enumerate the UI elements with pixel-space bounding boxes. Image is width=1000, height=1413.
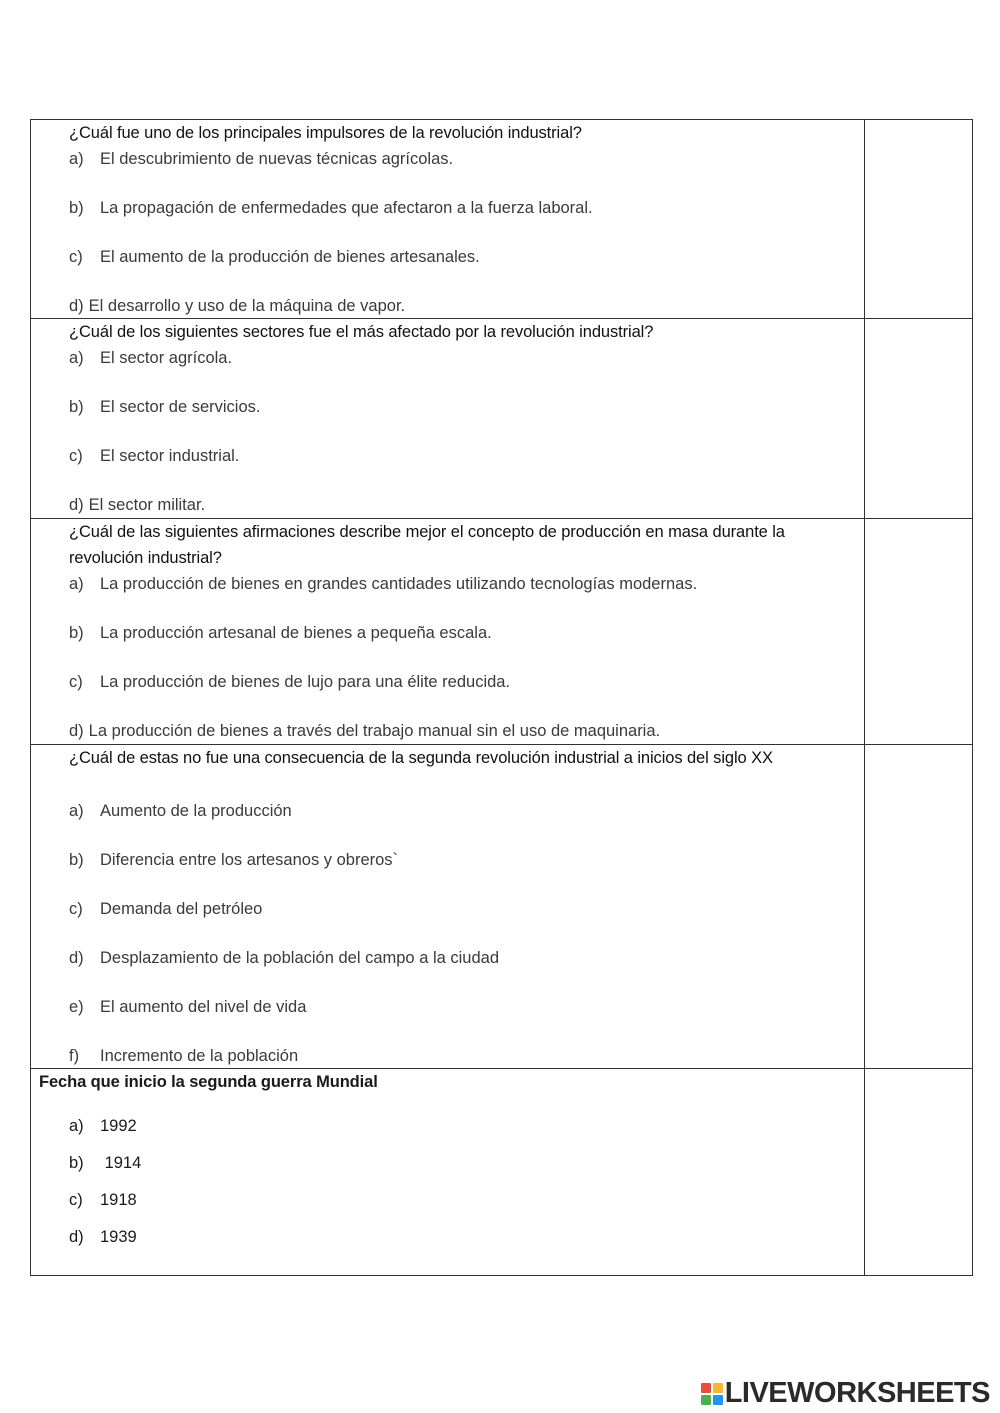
option[interactable] bbox=[69, 996, 306, 1018]
logo-square bbox=[713, 1395, 723, 1405]
option-text: La producción de bienes a través del trabajo manual sin el uso de maquinaria. bbox=[88, 722, 661, 740]
answer-cell[interactable] bbox=[865, 120, 973, 319]
option[interactable] bbox=[69, 1152, 141, 1174]
option-label: b) bbox=[69, 624, 84, 642]
option-label: c) bbox=[69, 248, 83, 266]
option-label: d) bbox=[69, 496, 84, 514]
liveworksheets-grid-icon bbox=[701, 1383, 723, 1405]
option[interactable] bbox=[69, 800, 292, 822]
logo-square bbox=[701, 1383, 711, 1393]
option-label: c) bbox=[69, 1191, 83, 1209]
option-text: El aumento del nivel de vida bbox=[100, 998, 307, 1016]
option-label: c) bbox=[69, 673, 83, 691]
option[interactable] bbox=[69, 1226, 137, 1248]
option-label: c) bbox=[69, 447, 83, 465]
option-label: b) bbox=[69, 199, 84, 217]
question-cell bbox=[31, 120, 865, 319]
answer-cell[interactable] bbox=[865, 1069, 973, 1276]
option[interactable] bbox=[69, 947, 499, 969]
option-text: 1939 bbox=[100, 1228, 137, 1246]
answer-cell[interactable] bbox=[865, 745, 973, 1069]
option[interactable] bbox=[69, 1045, 298, 1067]
option-label: a) bbox=[69, 150, 84, 168]
option-text: El sector industrial. bbox=[100, 447, 240, 465]
logo-text: LIVEWORKSHEETS bbox=[724, 1376, 990, 1409]
question-row bbox=[31, 745, 973, 1069]
question-row bbox=[31, 319, 973, 519]
option-text: El aumento de la producción de bienes artesanales. bbox=[100, 248, 480, 266]
option-label: f) bbox=[69, 1047, 80, 1065]
question-cell bbox=[31, 1069, 865, 1276]
option[interactable] bbox=[69, 1115, 137, 1137]
option-label: e) bbox=[69, 998, 84, 1016]
option[interactable] bbox=[69, 148, 453, 170]
option[interactable] bbox=[69, 849, 398, 871]
question-text: ¿Cuál fue uno de los principales impulsores de la revolución industrial? bbox=[69, 124, 582, 142]
option-text: Demanda del petróleo bbox=[100, 900, 263, 918]
option[interactable] bbox=[69, 197, 593, 219]
option[interactable] bbox=[69, 347, 232, 369]
option-label: b) bbox=[69, 398, 84, 416]
option-label: a) bbox=[69, 1117, 84, 1135]
option-label: a) bbox=[69, 575, 84, 593]
option-text: El descubrimiento de nuevas técnicas agrícolas. bbox=[100, 150, 454, 168]
question-row bbox=[31, 1069, 973, 1276]
option[interactable] bbox=[69, 720, 660, 742]
question-row bbox=[31, 120, 973, 319]
logo-square bbox=[713, 1383, 723, 1393]
option[interactable] bbox=[69, 396, 260, 418]
option[interactable] bbox=[69, 246, 480, 268]
option-label: d) bbox=[69, 722, 84, 740]
option[interactable] bbox=[69, 494, 205, 516]
question-cell bbox=[31, 319, 865, 519]
option[interactable] bbox=[69, 671, 510, 693]
option[interactable] bbox=[69, 295, 405, 317]
option-text: Aumento de la producción bbox=[100, 802, 292, 820]
option-text: La propagación de enfermedades que afectaron a la fuerza laboral. bbox=[100, 199, 593, 217]
option-text: Diferencia entre los artesanos y obreros` bbox=[100, 851, 399, 869]
option-text: 1914 bbox=[100, 1154, 142, 1172]
option-text: El sector militar. bbox=[88, 496, 206, 514]
option-text: El sector agrícola. bbox=[100, 349, 233, 367]
option-label: a) bbox=[69, 349, 84, 367]
question-cell bbox=[31, 745, 865, 1069]
option-text: La producción de bienes en grandes cantidades utilizando tecnologías modernas. bbox=[100, 575, 698, 593]
option-text: Incremento de la población bbox=[100, 1047, 299, 1065]
option[interactable] bbox=[69, 1189, 137, 1211]
option-label: c) bbox=[69, 900, 83, 918]
option[interactable] bbox=[69, 622, 492, 644]
answer-cell[interactable] bbox=[865, 519, 973, 745]
option-label: b) bbox=[69, 851, 84, 869]
question-text: ¿Cuál de estas no fue una consecuencia de la segunda revolución industrial a inicios del siglo XX bbox=[69, 749, 773, 767]
question-cell bbox=[31, 519, 865, 745]
option-text: El sector de servicios. bbox=[100, 398, 261, 416]
answer-cell[interactable] bbox=[865, 319, 973, 519]
option-text: 1918 bbox=[100, 1191, 137, 1209]
option[interactable] bbox=[69, 445, 239, 467]
option-text: 1992 bbox=[100, 1117, 137, 1135]
option[interactable] bbox=[69, 573, 697, 595]
question-text: ¿Cuál de los siguientes sectores fue el más afectado por la revolución industrial? bbox=[69, 323, 654, 341]
question-row bbox=[31, 519, 973, 745]
option-text: Desplazamiento de la población del campo a la ciudad bbox=[100, 949, 500, 967]
question-text: ¿Cuál de las siguientes afirmaciones describe mejor el concepto de producción en masa durante la revolución industrial? bbox=[69, 523, 785, 567]
option-text: La producción artesanal de bienes a pequeña escala. bbox=[100, 624, 492, 642]
option-label: d) bbox=[69, 1228, 84, 1246]
option-label: b) bbox=[69, 1154, 84, 1172]
worksheet-table bbox=[30, 119, 973, 1276]
option-text: La producción de bienes de lujo para una élite reducida. bbox=[100, 673, 511, 691]
option-label: d) bbox=[69, 297, 84, 315]
option[interactable] bbox=[69, 898, 262, 920]
option-text: El desarrollo y uso de la máquina de vapor. bbox=[88, 297, 406, 315]
option-label: d) bbox=[69, 949, 84, 967]
option-label: a) bbox=[69, 802, 84, 820]
question-text: Fecha que inicio la segunda guerra Mundial bbox=[39, 1073, 378, 1091]
liveworksheets-logo[interactable] bbox=[701, 1376, 990, 1410]
logo-square bbox=[701, 1395, 711, 1405]
